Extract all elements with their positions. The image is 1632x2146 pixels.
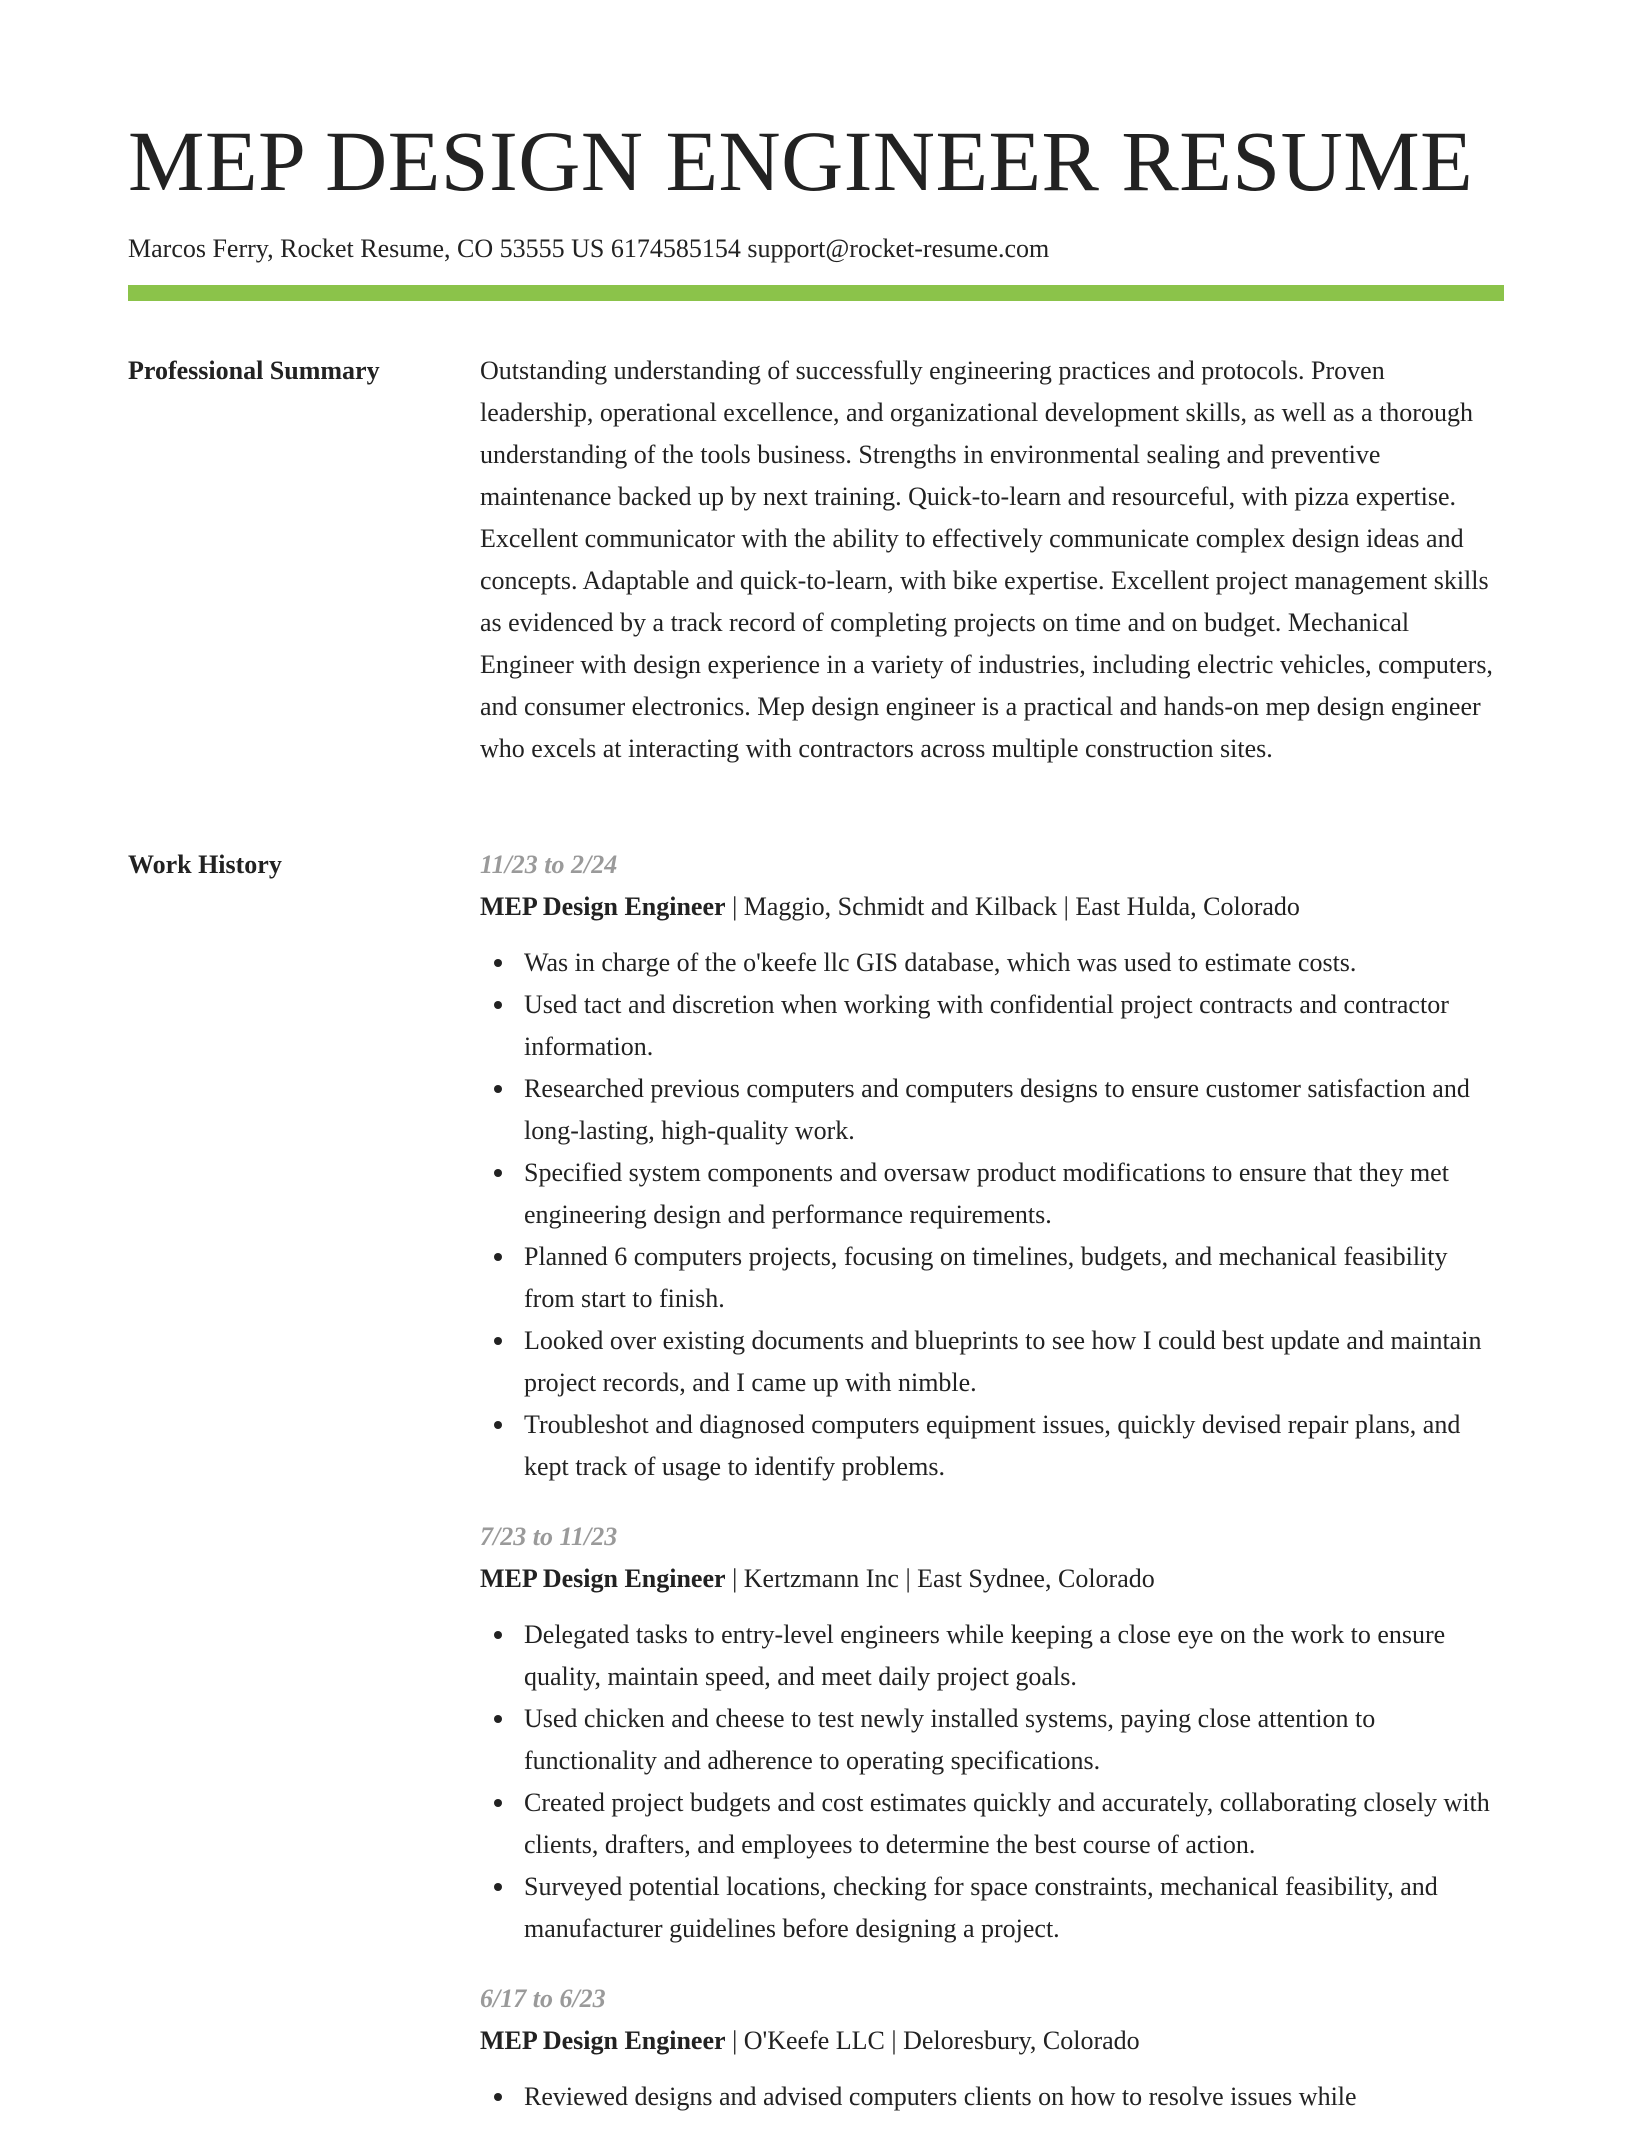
job-bullet xyxy=(524,1782,1504,1866)
bullet-text: Specified system components and oversaw product modifications to ensure that they met engineering design and performance requirements. xyxy=(524,1158,1449,1229)
job-bullet-list xyxy=(480,942,1504,1488)
resume-title: MEP DESIGN ENGINEER RESUME xyxy=(128,113,1474,209)
bullet-icon xyxy=(494,959,502,967)
section-label-summary: Professional Summary xyxy=(128,356,380,385)
job-dates: 6/17 to 6/23 xyxy=(480,1984,606,2013)
bullet-icon xyxy=(494,1421,502,1429)
job-employer-location: | Kertzmann Inc | East Sydnee, Colorado xyxy=(725,1564,1155,1593)
job-bullet xyxy=(524,984,1504,1068)
job-bullet-list xyxy=(480,1614,1504,1950)
bullet-icon xyxy=(494,1883,502,1891)
bullet-icon xyxy=(494,1715,502,1723)
bullet-text: Reviewed designs and advised computers clients on how to resolve issues while xyxy=(524,2082,1357,2111)
work-history-body xyxy=(480,844,1504,2146)
bullet-text: Planned 6 computers projects, focusing on timelines, budgets, and mechanical feasibility from start to finish. xyxy=(524,1242,1448,1313)
bullet-text: Used tact and discretion when working with confidential project contracts and contractor information. xyxy=(524,990,1449,1061)
summary-text: Outstanding understanding of successfully engineering practices and protocols. Proven leadership, operational excellence, and organizational development skills, as well as a thorough understanding of the tools business. Strengths in environmental sealing and preventive maintenance backed up by next training. Quick-to-learn and resourceful, with pizza expertise. Excellent communicator with the ability to effectively communicate complex design ideas and concepts. Adaptable and quick-to-learn, with bike expertise. Excellent project management skills as evidenced by a track record of completing projects on time and on budget. Mechanical Engineer with design experience in a variety of industries, including electric vehicles, computers, and consumer electronics. Mep design engineer is a practical and hands-on mep design engineer who excels at interacting with contractors across multiple construction sites. xyxy=(480,356,1493,763)
job-title: MEP Design Engineer xyxy=(480,1564,726,1593)
job-employer-location: | O'Keefe LLC | Deloresbury, Colorado xyxy=(725,2026,1140,2055)
job-bullet xyxy=(524,1614,1504,1698)
bullet-text: Was in charge of the o'keefe llc GIS database, which was used to estimate costs. xyxy=(524,948,1357,977)
job-bullet xyxy=(524,1698,1504,1782)
bullet-text: Researched previous computers and computers designs to ensure customer satisfaction and long-lasting, high-quality work. xyxy=(524,1074,1470,1145)
job-entry xyxy=(480,844,1504,1488)
bullet-icon xyxy=(494,2093,502,2101)
bullet-text: Looked over existing documents and blueprints to see how I could best update and maintain project records, and I came up with nimble. xyxy=(524,1326,1482,1397)
job-heading xyxy=(480,886,1504,928)
job-dates: 7/23 to 11/23 xyxy=(480,1522,618,1551)
job-bullet xyxy=(524,1152,1504,1236)
job-title: MEP Design Engineer xyxy=(480,2026,726,2055)
job-title: MEP Design Engineer xyxy=(480,892,726,921)
job-heading xyxy=(480,1558,1504,1600)
job-bullet xyxy=(524,1320,1504,1404)
job-bullet xyxy=(524,1068,1504,1152)
bullet-icon xyxy=(494,1631,502,1639)
bullet-icon xyxy=(494,1253,502,1261)
job-bullet xyxy=(524,1404,1504,1488)
job-entry xyxy=(480,1978,1504,2118)
bullet-icon xyxy=(494,1085,502,1093)
bullet-icon xyxy=(494,1337,502,1345)
bullet-icon xyxy=(494,1799,502,1807)
header-divider xyxy=(128,285,1504,301)
bullet-icon xyxy=(494,1001,502,1009)
job-bullet xyxy=(524,1866,1504,1950)
job-dates: 11/23 to 2/24 xyxy=(480,850,618,879)
contact-line: Marcos Ferry, Rocket Resume, CO 53555 US 6174585154 support@rocket-resume.com xyxy=(128,234,1050,263)
summary-body xyxy=(480,350,1504,770)
bullet-text: Created project budgets and cost estimates quickly and accurately, collaborating closely with clients, drafters, and employees to determine the best course of action. xyxy=(524,1788,1490,1859)
job-entry xyxy=(480,1516,1504,1950)
job-bullet xyxy=(524,942,1504,984)
section-label-work-history: Work History xyxy=(128,850,282,879)
bullet-text: Surveyed potential locations, checking for space constraints, mechanical feasibility, and manufacturer guidelines before designing a project. xyxy=(524,1872,1438,1943)
bullet-text: Delegated tasks to entry-level engineers while keeping a close eye on the work to ensure quality, maintain speed, and meet daily project goals. xyxy=(524,1620,1446,1691)
bullet-icon xyxy=(494,1169,502,1177)
job-bullet xyxy=(524,1236,1504,1320)
job-employer-location: | Maggio, Schmidt and Kilback | East Hulda, Colorado xyxy=(725,892,1300,921)
bullet-text: Used chicken and cheese to test newly installed systems, paying close attention to functionality and adherence to operating specifications. xyxy=(524,1704,1376,1775)
bullet-text: Troubleshot and diagnosed computers equipment issues, quickly devised repair plans, and kept track of usage to identify problems. xyxy=(524,1410,1461,1481)
job-heading xyxy=(480,2020,1504,2062)
